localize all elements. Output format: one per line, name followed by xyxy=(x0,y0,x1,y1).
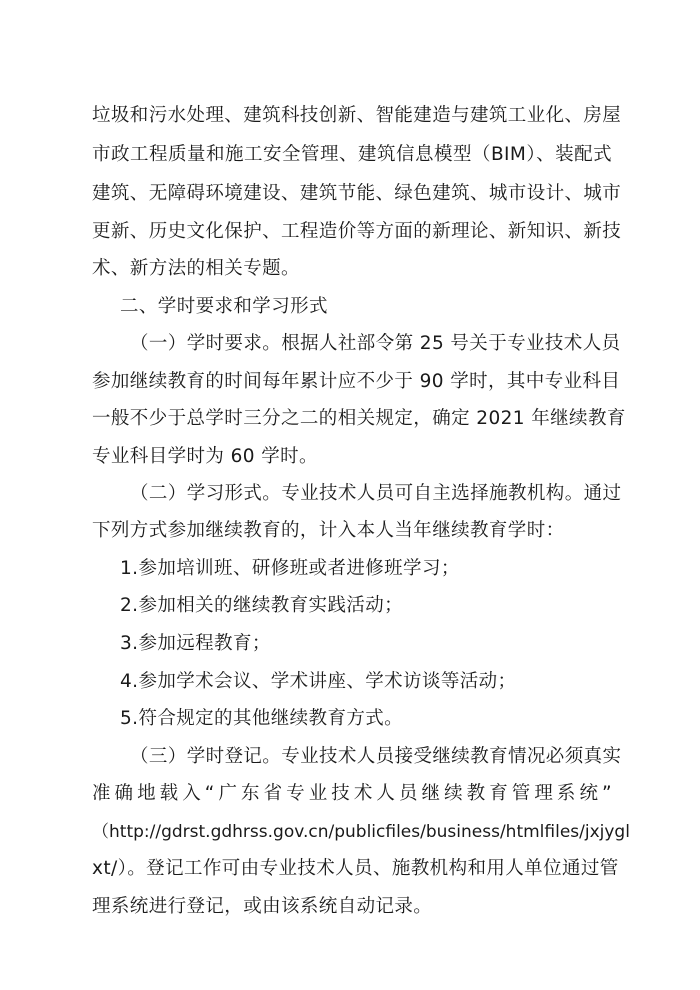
subsection-2-line-1: （二）学习形式。专业技术人员可自主选择施教机构。通过 xyxy=(130,483,622,504)
list-item-2: 2.参加相关的继续教育实践活动； xyxy=(120,595,404,616)
list-item-3: 3.参加远程教育； xyxy=(120,633,271,654)
subsection-1-line-2: 参加继续教育的时间每年累计应不少于 90 学时，其中专业科目 xyxy=(92,371,621,392)
body-line-2: 市政工程质量和施工安全管理、建筑信息模型（BIM）、装配式 xyxy=(92,144,612,165)
list-item-4: 4.参加学术会议、学术讲座、学术访谈等活动； xyxy=(120,671,517,692)
subsection-1-line-3: 一般不少于总学时三分之二的相关规定，确定 2021 年继续教育 xyxy=(92,408,626,429)
subsection-1-line-4: 专业科目学时为 60 学时。 xyxy=(92,446,318,467)
body-line-1: 垃圾和污水处理、建筑科技创新、智能建造与建筑工业化、房屋 xyxy=(92,105,622,126)
body-line-5: 术、新方法的相关专题。 xyxy=(92,258,300,279)
subsection-3-line-2: 准确地载入“广东省专业技术人员继续教育管理系统” xyxy=(92,783,612,804)
system-url-line: （http://gdrst.gdhrss.gov.cn/publicfiles/business/htmlfiles/jxjygl xyxy=(92,822,630,842)
subsection-3-line-4: xt/）。登记工作可由专业技术人员、施教机构和用人单位通过管 xyxy=(92,858,619,879)
list-item-1: 1.参加培训班、研修班或者进修班学习； xyxy=(120,558,460,579)
subsection-3-line-1: （三）学时登记。专业技术人员接受继续教育情况必须真实 xyxy=(130,746,622,767)
list-item-5: 5.符合规定的其他继续教育方式。 xyxy=(120,708,404,729)
body-line-3: 建筑、无障碍环境建设、建筑节能、绿色建筑、城市设计、城市 xyxy=(92,183,622,204)
subsection-2-line-2: 下列方式参加继续教育的，计入本人当年继续教育学时： xyxy=(92,520,565,541)
subsection-1-line-1: （一）学时要求。根据人社部令第 25 号关于专业技术人员 xyxy=(130,333,621,354)
section-heading-2: 二、学时要求和学习形式 xyxy=(120,296,328,317)
body-line-4: 更新、历史文化保护、工程造价等方面的新理论、新知识、新技 xyxy=(92,221,622,242)
subsection-3-line-5: 理系统进行登记，或由该系统自动记录。 xyxy=(92,896,433,917)
